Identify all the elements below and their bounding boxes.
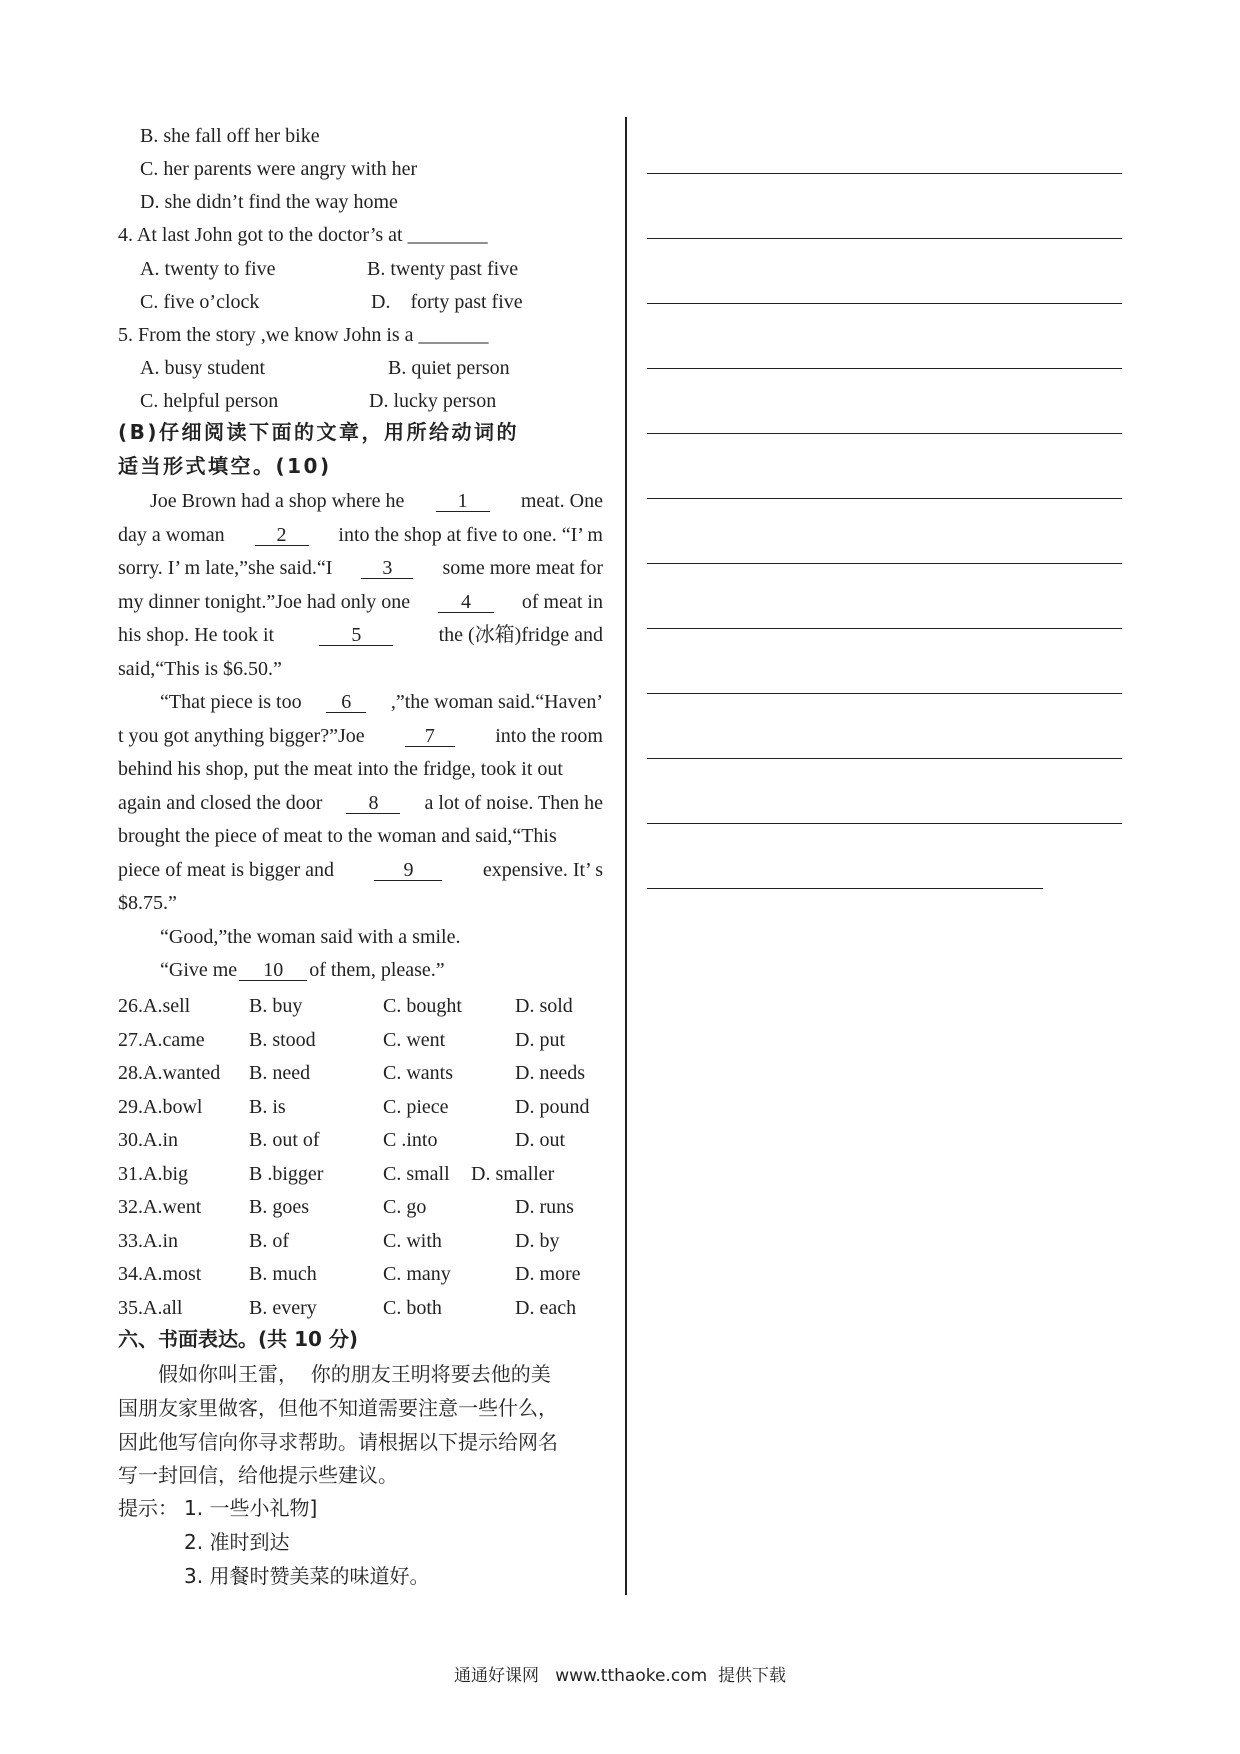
q3-option-b: B. she fall off her bike (140, 125, 320, 147)
writing-prompt-line-3: 因此他写信向你寻求帮助。请根据以下提示给网名 (118, 1430, 558, 1454)
blank-5: 5 (319, 625, 393, 646)
q30-d: D. out (515, 1129, 565, 1151)
answer-line (647, 758, 1122, 759)
passage-text: Joe Brown had a shop where he (150, 490, 405, 512)
q35-a: 35.A.all (118, 1297, 183, 1319)
passage-text: said,“This is $6.50.” (118, 657, 282, 680)
passage-text: day a woman (118, 523, 225, 546)
q26-c: C. bought (383, 995, 462, 1017)
q4-option-c: C. five o’clock (140, 291, 260, 313)
q33-d: D. by (515, 1230, 560, 1252)
q34-a: 34.A.most (118, 1263, 202, 1285)
cloze-passage (118, 491, 603, 981)
q5-option-b: B. quiet person (388, 357, 510, 379)
passage-text: his shop. He took it (118, 624, 275, 646)
blank-1: 1 (436, 491, 490, 512)
passage-text: “Good,”the woman said with a smile. (160, 925, 461, 948)
answer-line (647, 368, 1122, 369)
q5-option-c: C. helpful person (140, 390, 279, 412)
q33-c: C. with (383, 1230, 442, 1252)
section-b-heading-2: 适当形式填空。(10) (118, 454, 332, 478)
q3-option-d: D. she didn’t find the way home (140, 191, 398, 213)
blank-9: 9 (374, 860, 442, 881)
blank-10: 10 (239, 960, 307, 981)
answer-line (647, 823, 1122, 824)
q5-stem: 5. From the story ,we know John is a _______ (118, 324, 489, 346)
passage-text: into the shop at five to one. “I’ m (338, 523, 603, 546)
q4-stem: 4. At last John got to the doctor’s at ________ (118, 224, 488, 246)
blank-6: 6 (326, 692, 366, 713)
blank-7: 7 (405, 726, 455, 747)
q28-b: B. need (249, 1062, 311, 1084)
q35-c: C. both (383, 1297, 442, 1319)
page-footer: 通通好课网 www.tthaoke.com 提供下载 (454, 1666, 786, 1686)
writing-prompt-line-4: 写一封回信，给他提示些建议。 (118, 1463, 398, 1487)
q27-b: B. stood (249, 1029, 316, 1051)
passage-text: t you got anything bigger?”Joe (118, 724, 365, 747)
answer-line (647, 693, 1122, 694)
q30-a: 30.A.in (118, 1129, 178, 1151)
writing-prompt-line-2: 国朋友家里做客，但他不知道需要注意一些什么， (118, 1396, 558, 1420)
section-b-heading-1: (B)仔细阅读下面的文章，用所给动词的 (118, 420, 520, 444)
answer-line (647, 433, 1122, 434)
q5-option-d: D. lucky person (369, 390, 497, 412)
q34-b: B. much (249, 1263, 317, 1285)
answer-line (647, 888, 1043, 889)
blank-4: 4 (438, 592, 494, 613)
q29-b: B. is (249, 1096, 286, 1118)
passage-text: “Give me (160, 959, 238, 981)
q5-option-a: A. busy student (140, 357, 265, 379)
q26-a: 26.A.sell (118, 995, 191, 1017)
passage-text: again and closed the door (118, 791, 323, 814)
section-6-heading: 六、书面表达。(共 10 分) (118, 1327, 359, 1351)
q29-d: D. pound (515, 1096, 590, 1118)
q28-a: 28.A.wanted (118, 1062, 221, 1084)
passage-text: some more meat for (442, 557, 603, 579)
q4-option-a: A. twenty to five (140, 258, 276, 280)
q30-b: B. out of (249, 1129, 320, 1151)
q4-option-d: D. forty past five (371, 291, 523, 313)
q26-b: B. buy (249, 995, 303, 1017)
q26-d: D. sold (515, 995, 573, 1017)
q30-c: C .into (383, 1129, 438, 1151)
q27-c: C. went (383, 1029, 446, 1051)
q28-c: C. wants (383, 1062, 453, 1084)
q35-b: B. every (249, 1297, 317, 1319)
answer-line (647, 173, 1122, 174)
q33-a: 33.A.in (118, 1230, 178, 1252)
q4-option-b: B. twenty past five (367, 258, 519, 280)
q29-a: 29.A.bowl (118, 1096, 203, 1118)
passage-text: a lot of noise. Then he (424, 791, 603, 814)
hint-1: 1. 一些小礼物] (184, 1496, 318, 1520)
passage-text: of them, please.” (309, 959, 445, 981)
blank-3: 3 (361, 558, 413, 579)
passage-text: brought the piece of meat to the woman and said,“This (118, 825, 557, 847)
column-divider (625, 117, 627, 1595)
q31-a: 31.A.big (118, 1163, 188, 1185)
q33-b: B. of (249, 1230, 289, 1252)
q34-c: C. many (383, 1263, 451, 1285)
hint-3: 3. 用餐时赞美菜的味道好。 (184, 1564, 430, 1588)
passage-text: “That piece is too (160, 691, 302, 713)
passage-text: sorry. I’ m late,”she said.“I (118, 557, 333, 579)
answer-line (647, 628, 1122, 629)
passage-text: my dinner tonight.”Joe had only one (118, 590, 411, 613)
passage-text: into the room (495, 724, 603, 747)
q34-d: D. more (515, 1263, 581, 1285)
answer-line (647, 303, 1122, 304)
writing-prompt-line-1: 假如你叫王雷， 你的朋友王明将要去他的美 (158, 1362, 551, 1386)
answer-line (647, 498, 1122, 499)
q32-d: D. runs (515, 1196, 574, 1218)
q29-c: C. piece (383, 1096, 449, 1118)
q28-d: D. needs (515, 1062, 585, 1084)
passage-text: of meat in (521, 590, 603, 613)
hint-2: 2. 准时到达 (184, 1530, 290, 1554)
passage-text: piece of meat is bigger and (118, 858, 335, 881)
hint-label: 提示： (118, 1496, 178, 1520)
q3-option-c: C. her parents were angry with her (140, 158, 418, 180)
passage-text: meat. One (520, 490, 603, 512)
passage-text: ,”the woman said.“Haven’ (390, 691, 603, 713)
q32-c: C. go (383, 1196, 427, 1218)
blank-8: 8 (346, 793, 400, 814)
passage-text: behind his shop, put the meat into the fridge, took it out (118, 758, 563, 780)
q31-b: B .bigger (249, 1163, 324, 1185)
q32-a: 32.A.went (118, 1196, 202, 1218)
q27-a: 27.A.came (118, 1029, 205, 1051)
q35-d: D. each (515, 1297, 577, 1319)
q27-d: D. put (515, 1029, 565, 1051)
passage-text: $8.75.” (118, 892, 177, 914)
answer-line (647, 563, 1122, 564)
blank-2: 2 (255, 525, 309, 546)
passage-text: the (冰箱)fridge and (438, 624, 603, 646)
q31-c: C. small (383, 1163, 450, 1185)
passage-text: expensive. It’ s (482, 858, 603, 881)
q31-d: D. smaller (471, 1163, 555, 1185)
q32-b: B. goes (249, 1196, 309, 1218)
answer-line (647, 238, 1122, 239)
